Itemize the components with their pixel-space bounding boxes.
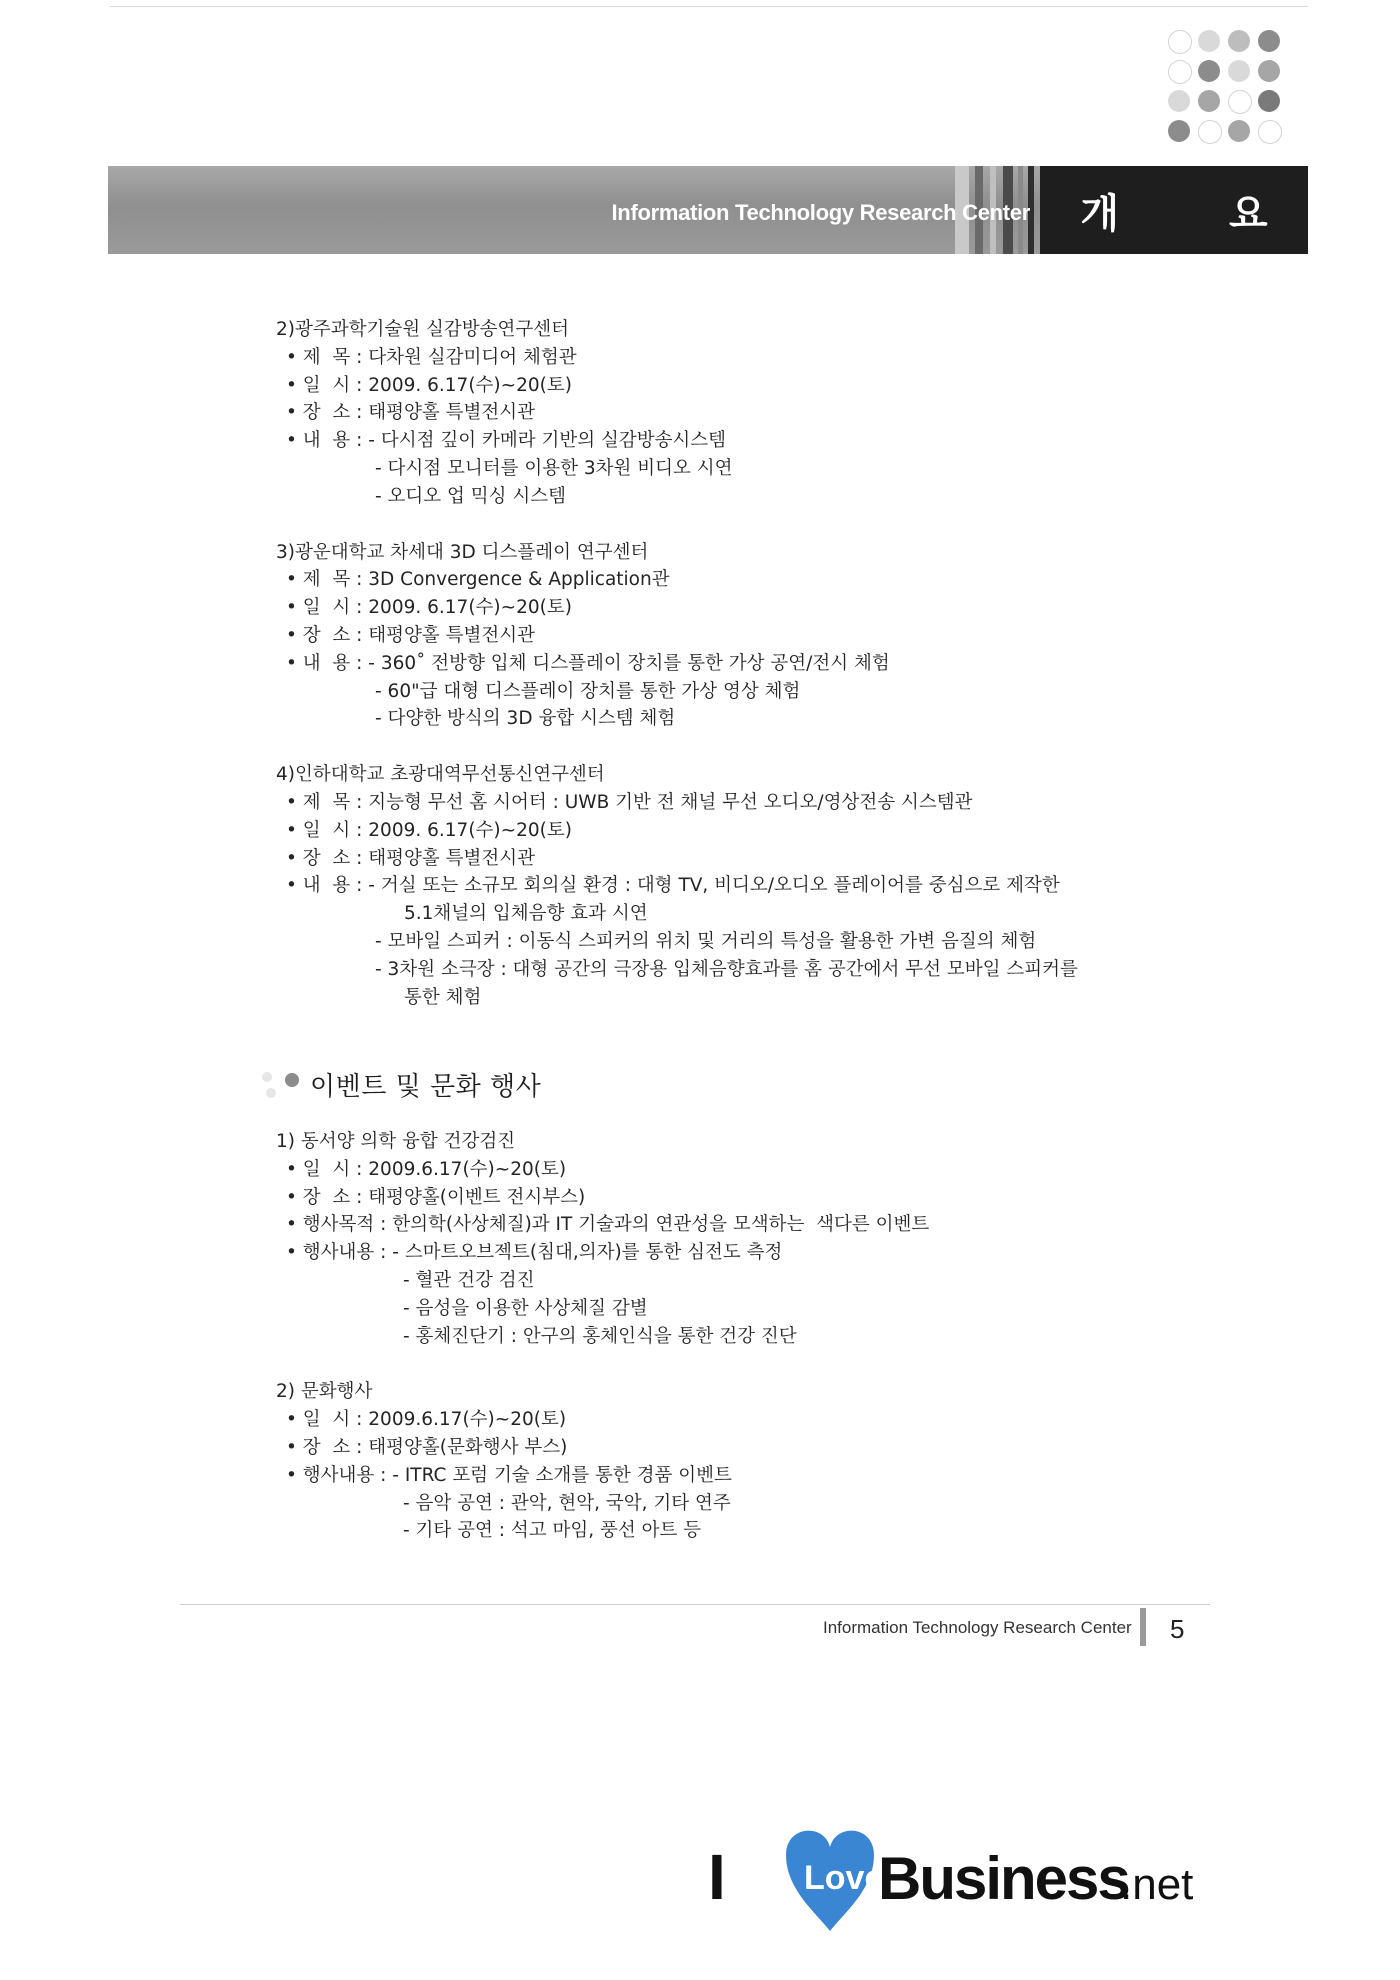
item-line: • 장 소 : 태평양홀 특별전시관 <box>286 402 536 424</box>
i-love-business-logo <box>708 1815 1213 1935</box>
dot-icon <box>1228 90 1252 114</box>
item-line: • 일 시 : 2009.6.17(수)~20(토) <box>286 1158 567 1180</box>
item-line: • 일 시 : 2009. 6.17(수)~20(토) <box>286 597 572 619</box>
dot-icon <box>1168 120 1190 142</box>
events-section-title: 이벤트 및 문화 행사 <box>310 1072 542 1102</box>
dot-icon <box>1258 120 1282 144</box>
dot-icon <box>1198 60 1220 82</box>
item-line: - 다시점 모니터를 이용한 3차원 비디오 시연 <box>375 457 733 479</box>
dot-icon <box>1168 90 1190 112</box>
footer-text: Information Technology Research Center <box>823 1618 1132 1637</box>
item-line: • 내 용 : - 다시점 깊이 카메라 기반의 실감방송시스템 <box>286 430 727 452</box>
item-line: 통한 체험 <box>404 986 482 1008</box>
list-item <box>276 761 1176 1011</box>
item-line: - 음악 공연 : 관악, 현악, 국악, 기타 연주 <box>403 1492 731 1514</box>
item-line: - 60"급 대형 디스플레이 장치를 통한 가상 영상 체험 <box>375 680 801 702</box>
dot-icon <box>1168 60 1192 84</box>
header-section-text: 개 요 <box>1080 190 1316 237</box>
item-line: - 3차원 소극장 : 대형 공간의 극장용 입체음향효과를 홈 공간에서 무선 모바일 스피커를 <box>375 958 1078 980</box>
dot-icon <box>1228 60 1250 82</box>
item-line: - 다양한 방식의 3D 융합 시스템 체험 <box>375 708 676 730</box>
dot-icon <box>1198 90 1220 112</box>
item-heading: 3)광운대학교 차세대 3D 디스플레이 연구센터 <box>276 541 649 563</box>
item-line: • 일 시 : 2009.6.17(수)~20(토) <box>286 1409 567 1431</box>
item-line: 5.1채널의 입체음향 효과 시연 <box>404 903 648 925</box>
dot-icon <box>1258 30 1280 52</box>
item-line: • 장 소 : 태평양홀(이벤트 전시부스) <box>286 1186 586 1208</box>
item-line: • 제 목 : 지능형 무선 홈 시어터 : UWB 기반 전 채널 무선 오디오/영상전송 시스템관 <box>286 791 973 813</box>
list-item <box>276 316 1176 511</box>
list-item <box>276 539 1176 734</box>
research-centers-list <box>276 316 1176 1011</box>
bullet-dot-icon <box>285 1073 299 1087</box>
dot-icon <box>1228 120 1250 142</box>
item-heading: 1) 동서양 의학 융합 건강검진 <box>276 1131 516 1152</box>
header-section-label <box>1040 166 1316 254</box>
item-line: • 장 소 : 태평양홀(문화행사 부스) <box>286 1436 568 1458</box>
item-line: • 행사내용 : - ITRC 포럼 기술 소개를 통한 경품 이벤트 <box>286 1464 732 1486</box>
item-line: - 음성을 이용한 사상체질 감별 <box>403 1297 648 1319</box>
item-line: • 제 목 : 3D Convergence & Application관 <box>286 569 670 591</box>
item-line: - 기타 공연 : 석고 마임, 풍선 아트 등 <box>403 1520 702 1542</box>
svg-text:I: I <box>708 1841 726 1913</box>
item-line: • 행사내용 : - 스마트오브젝트(침대,의자)를 통한 심전도 측정 <box>286 1242 783 1264</box>
item-line: • 일 시 : 2009. 6.17(수)~20(토) <box>286 819 572 841</box>
item-line: - 모바일 스피커 : 이동식 스피커의 위치 및 거리의 특성을 활용한 가변 음질의 체험 <box>375 930 1037 952</box>
header-title: Information Technology Research Center <box>611 200 1030 225</box>
dot-icon <box>1198 30 1220 52</box>
events-list <box>276 1128 1176 1545</box>
footer-bar <box>1140 1608 1146 1646</box>
item-line: - 오디오 업 믹싱 시스템 <box>375 485 567 507</box>
item-line: • 장 소 : 태평양홀 특별전시관 <box>286 624 536 646</box>
svg-text:Business: Business <box>878 1845 1129 1912</box>
item-line: • 내 용 : - 거실 또는 소규모 회의실 환경 : 대형 TV, 비디오/오디오 플레이어를 중심으로 제작한 <box>286 875 1060 897</box>
list-item <box>276 1378 1176 1545</box>
item-line: - 홍체진단기 : 안구의 홍체인식을 통한 건강 진단 <box>403 1325 797 1347</box>
svg-text:.net: .net <box>1120 1860 1194 1909</box>
item-heading: 2) 문화행사 <box>276 1381 373 1403</box>
dot-icon <box>1168 30 1192 54</box>
svg-text:Love: Love <box>804 1859 884 1897</box>
top-rule <box>110 6 1308 7</box>
dot-icon <box>1198 120 1222 144</box>
dot-icon <box>1258 90 1280 112</box>
bullet-dot-icon <box>266 1088 276 1098</box>
bullet-dot-icon <box>262 1072 272 1082</box>
item-line: • 제 목 : 다차원 실감미디어 체험관 <box>286 346 577 368</box>
item-heading: 4)인하대학교 초광대역무선통신연구센터 <box>276 764 605 786</box>
item-line: • 내 용 : - 360˚ 전방향 입체 디스플레이 장치를 통한 가상 공연/전시 체험 <box>286 652 890 674</box>
item-line: • 행사목적 : 한의학(사상체질)과 IT 기술과의 연관성을 모색하는 색다른 이벤트 <box>286 1214 930 1236</box>
item-line: • 장 소 : 태평양홀 특별전시관 <box>286 847 536 869</box>
dot-icon <box>1258 60 1280 82</box>
logo-graphic <box>708 1815 1213 1935</box>
decorative-dot-grid <box>1168 30 1288 150</box>
list-item <box>276 1128 1176 1350</box>
item-heading: 2)광주과학기술원 실감방송연구센터 <box>276 319 569 340</box>
footer-rule <box>180 1604 1210 1605</box>
dot-icon <box>1228 30 1250 52</box>
item-line: • 일 시 : 2009. 6.17(수)~20(토) <box>286 374 572 396</box>
page-number: 5 <box>1170 1614 1185 1644</box>
item-line: - 혈관 건강 검진 <box>403 1269 535 1291</box>
